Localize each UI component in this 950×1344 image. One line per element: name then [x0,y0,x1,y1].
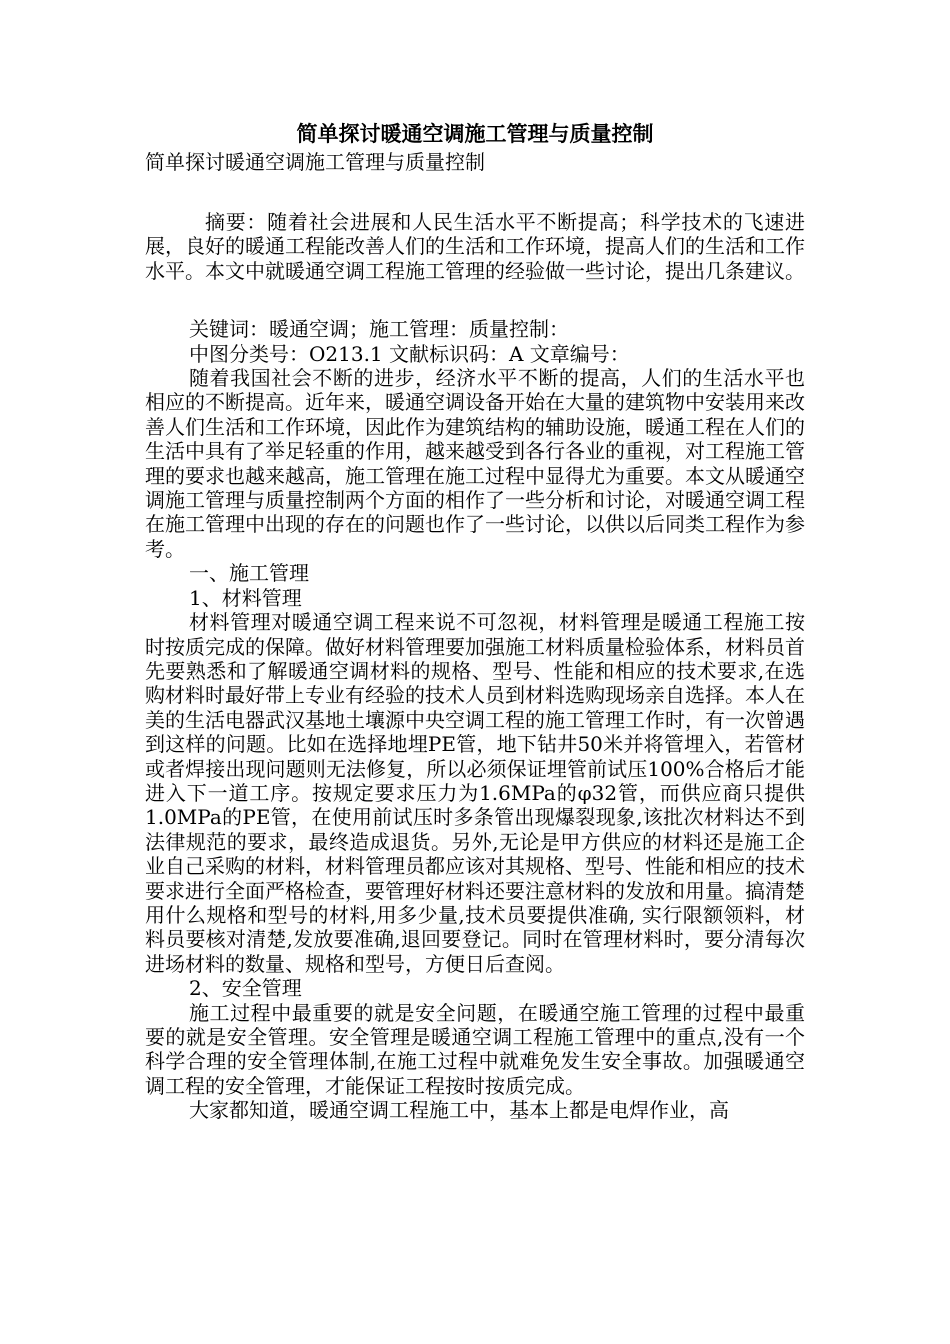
safety-management-paragraph: 施工过程中最重要的就是安全问题，在暖通空施工管理的过程中最重要的就是安全管理。安全管理是暖通空调工程施工管理中的重点,没有一个科学合理的安全管理体制,在施工过程中就难免发生安全事故。加强暖通空调工程的安全管理，才能保证工程按时按质完成。 [145,1000,805,1098]
document-body [145,120,805,1123]
subsection-heading: 2、安全管理 [189,976,302,1001]
keywords-line: 关键词：暖通空调；施工管理：质量控制： [189,317,569,342]
section-heading: 一、施工管理 [189,561,309,586]
classification-line: 中图分类号：O213.1 文献标识码：A 文章编号： [189,341,630,366]
abstract-paragraph: 摘要：随着社会进展和人民生活水平不断提高；科学技术的飞速进展，良好的暖通工程能改善人们的生活和工作环境，提高人们的生活和工作水平。本文中就暖通空调工程施工管理的经验做一些讨论，提出几条建议。 [145,210,805,283]
welding-paragraph: 大家都知道，暖通空调工程施工中，基本上都是电焊作业，高 [189,1098,729,1123]
blank-line [145,176,805,210]
material-management-paragraph: 材料管理对暖通空调工程来说不可忽视，材料管理是暖通工程施工按时按质完成的保障。做好材料管理要加强施工材料质量检验体系，材料员首先要熟悉和了解暖通空调材料的规格、型号、性能和相应的技术要求,在选购材料时最好带上专业有经验的技术人员到材料选购现场亲自选择。本人在美的生活电器武汉基地土壤源中央空调工程的施工管理工作时，有一次曾遇到这样的问题。比如在选择地埋PE管，地下钻井50米并将管埋入，若管材或者焊接出现问题则无法修复，所以必须保证埋管前试压100%合格后才能进入下一道工序。按规定要求压力为1.6MPa的φ32管，而供应商只提供1.0MPa的PE管，在使用前试压时多条管出现爆裂现象,该批次材料达不到法律规范的要求，最终造成退货。另外,无论是甲方供应的材料还是施工企业自己采购的材料，材料管理员都应该对其规格、型号、性能和相应的技术要求进行全面严格检查，要管理好材料还要注意材料的发放和用量。搞清楚用什么规格和型号的材料,用多少量,技术员要提供准确, 实行限额领料，材料员要核对清楚,发放要准确,退回要登记。同时在管理材料时，要分清每次进场材料的数量、规格和型号，方便日后查阅。 [145,610,805,976]
intro-paragraph: 随着我国社会不断的进步，经济水平不断的提高，人们的生活水平也相应的不断提高。近年来，暖通空调设备开始在大量的建筑物中安装用来改善人们生活和工作环境，因此作为建筑结构的辅助设施，暖通工程在人们的生活中具有了举足轻重的作用，越来越受到各行各业的重视，对工程施工管理的要求也越来越高，施工管理在施工过程中显得尤为重要。本文从暖通空调施工管理与质量控制两个方面的相作了一些分析和讨论，对暖通空调工程在施工管理中出现的存在的问题也作了一些讨论，以供以后同类工程作为参考。 [145,366,805,561]
subsection-heading: 1、材料管理 [189,585,302,610]
document-subtitle: 简单探讨暖通空调施工管理与质量控制 [145,150,485,174]
blank-line [145,283,805,317]
document-title: 简单探讨暖通空调施工管理与质量控制 [296,121,654,146]
